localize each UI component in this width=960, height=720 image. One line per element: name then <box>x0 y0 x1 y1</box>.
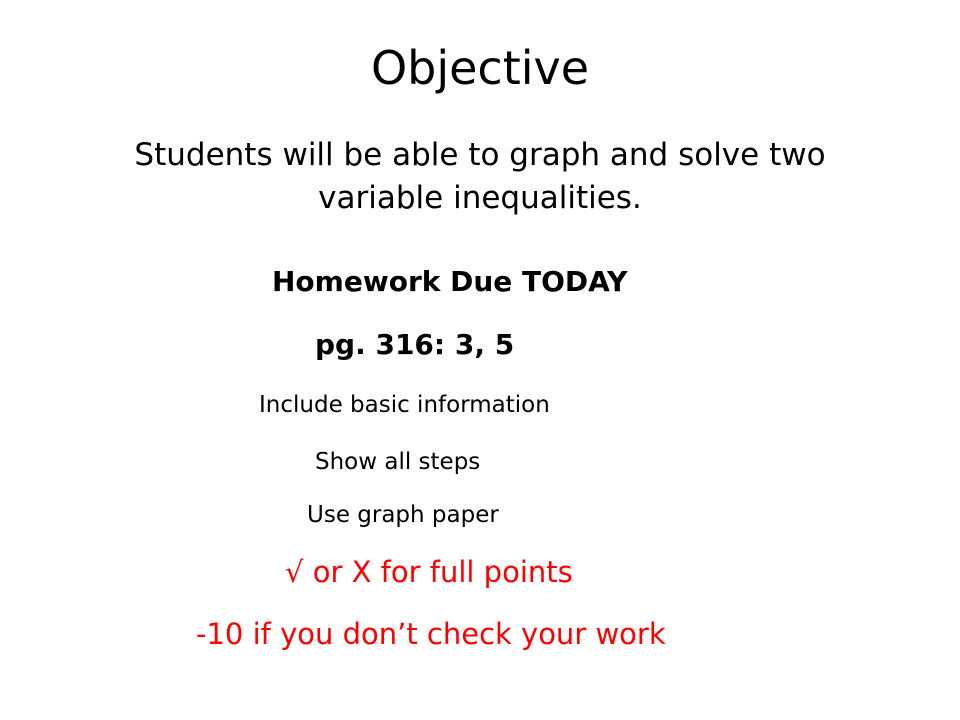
slide-title: Objective <box>370 41 590 95</box>
homework-pages: pg. 316: 3, 5 <box>315 328 515 361</box>
requirement-show-steps: Show all steps <box>315 449 481 475</box>
homework-heading: Homework Due TODAY <box>272 265 628 298</box>
requirement-basic-info: Include basic information <box>259 392 550 418</box>
grading-penalty: -10 if you don’t check your work <box>196 617 666 651</box>
grading-full-points: √ or X for full points <box>285 555 573 589</box>
requirement-graph-paper: Use graph paper <box>307 502 499 528</box>
objective-text: Students will be able to graph and solve two variable inequalities. <box>134 137 826 217</box>
